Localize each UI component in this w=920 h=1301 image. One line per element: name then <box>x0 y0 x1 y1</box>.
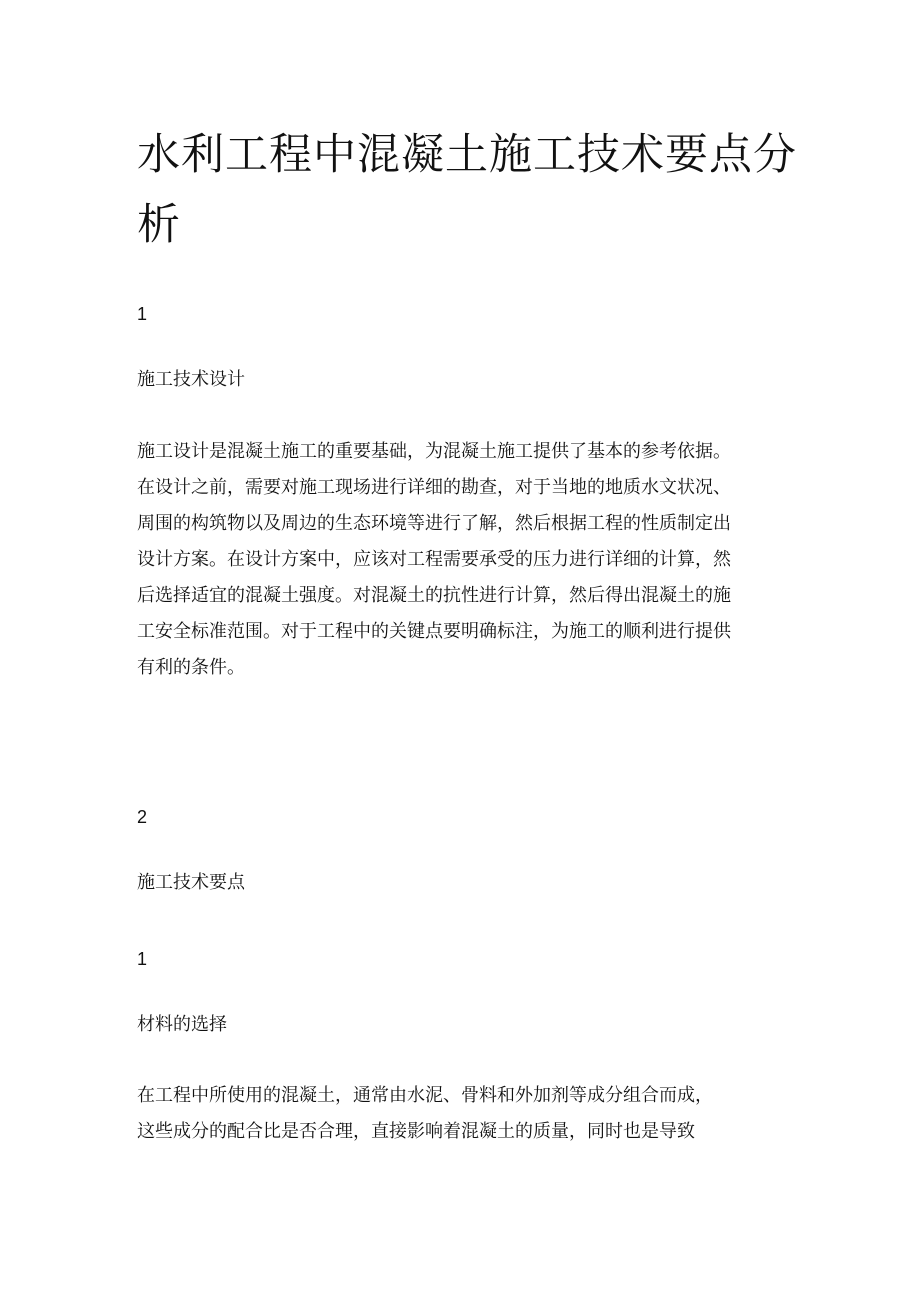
paragraph-line: 工安全标准范围。对于工程中的关键点要明确标注，为施工的顺利进行提供 <box>137 621 731 642</box>
subsection-number: 1 <box>137 949 148 969</box>
paragraph-line: 后选择适宜的混凝土强度。对混凝土的抗性进行计算，然后得出混凝土的施 <box>137 585 731 606</box>
section-paragraph <box>137 434 807 686</box>
paragraph-line: 有利的条件。 <box>137 657 245 678</box>
section-number: 1 <box>137 304 148 324</box>
subsection-paragraph <box>137 1078 807 1150</box>
paragraph-line: 这些成分的配合比是否合理，直接影响着混凝土的质量，同时也是导致 <box>137 1121 695 1142</box>
subsection-heading: 材料的选择 <box>137 1014 227 1035</box>
paragraph-line: 设计方案。在设计方案中，应该对工程需要承受的压力进行详细的计算，然 <box>137 549 731 570</box>
section-number: 2 <box>137 807 148 827</box>
paragraph-line: 在工程中所使用的混凝土，通常由水泥、骨料和外加剂等成分组合而成， <box>137 1085 713 1106</box>
section-heading: 施工技术设计 <box>137 369 245 390</box>
paragraph-line: 周围的构筑物以及周边的生态环境等进行了解，然后根据工程的性质制定出 <box>137 513 731 534</box>
document-title: 水利工程中混凝土施工技术要点分析 <box>137 130 797 250</box>
paragraph-line: 施工设计是混凝土施工的重要基础，为混凝土施工提供了基本的参考依据。 <box>137 441 731 462</box>
paragraph-line: 在设计之前，需要对施工现场进行详细的勘查，对于当地的地质水文状况、 <box>137 477 731 498</box>
section-heading: 施工技术要点 <box>137 872 245 893</box>
